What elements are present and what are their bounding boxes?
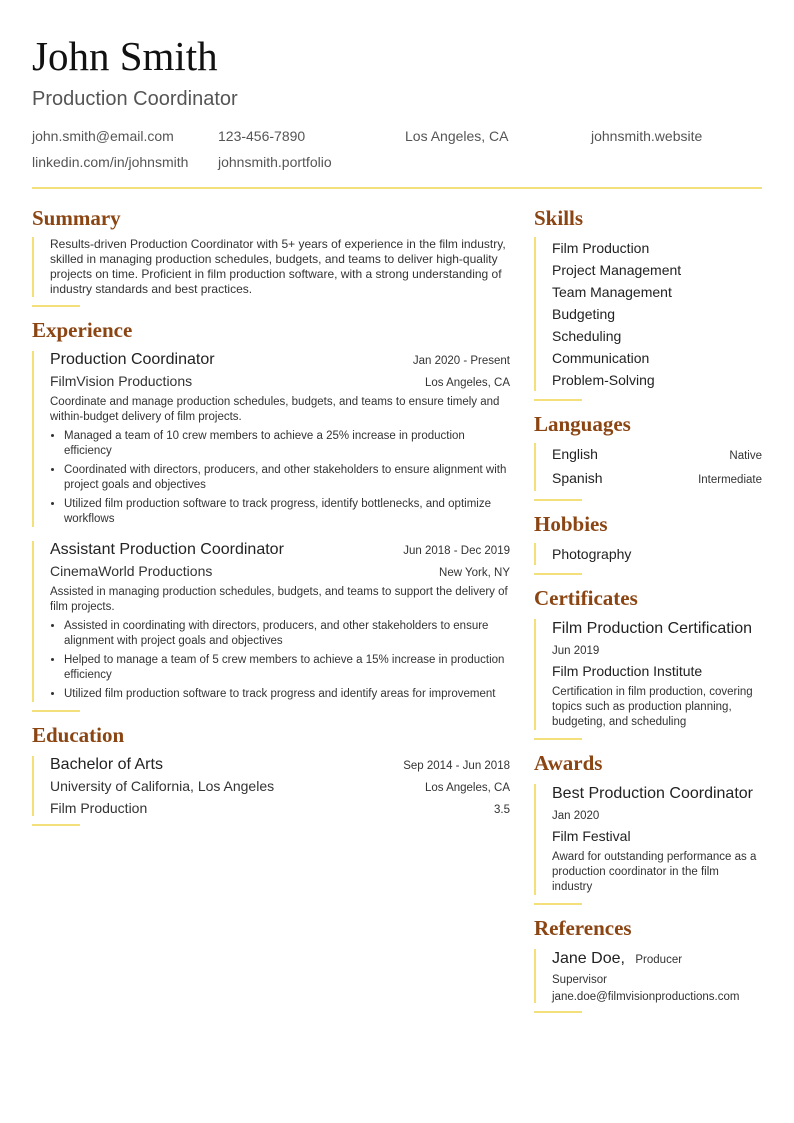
summary-text: Results-driven Production Coordinator with 5+ years of experience in the film industry, skilled in managing production schedules, budgets, and teams to deliver high-quality projects on time. Proficient in film production software, with a strong understanding of industry standards and best practices.: [50, 237, 506, 296]
skills-section: [534, 205, 762, 401]
job-location: New York, NY: [439, 567, 510, 579]
section-underline: [534, 1011, 582, 1013]
section-title: Awards: [534, 751, 603, 775]
skill-item: Problem-Solving: [552, 372, 655, 388]
school-location: Los Angeles, CA: [424, 782, 510, 794]
language-level: Native: [729, 450, 762, 462]
section-title: Certificates: [534, 586, 638, 610]
summary-section: [32, 205, 510, 307]
contact-phone[interactable]: 123-456-7890: [218, 128, 306, 144]
award-description: Award for outstanding performance as a production coordinator in the film industry: [552, 851, 757, 893]
job-bullet: • Utilized film production software to track progress, identify bottlenecks, and optimize workflows: [64, 497, 510, 527]
job-bullets: [50, 619, 510, 702]
gpa: 3.5: [494, 804, 510, 816]
job-company: CinemaWorld Productions: [50, 563, 213, 579]
job-subheader: [50, 563, 510, 579]
section-underline: [32, 824, 80, 826]
language-item: [552, 467, 762, 491]
job-entry: [32, 351, 510, 527]
certificate-date: Jun 2019: [552, 645, 600, 657]
certificate-issuer: Film Production Institute: [552, 663, 703, 679]
award-entry: [534, 784, 762, 895]
certificate-entry: [534, 619, 762, 730]
skill-item: Scheduling: [552, 328, 622, 344]
education-field-row: [50, 800, 510, 816]
experience-section: [32, 317, 510, 712]
job-header: [50, 351, 510, 369]
section-title: Skills: [534, 206, 584, 230]
section-title: References: [534, 916, 632, 940]
awards-section: [534, 750, 762, 905]
hobby-item: Photography: [552, 546, 632, 562]
reference-email[interactable]: jane.doe@filmvisionproductions.com: [552, 991, 740, 1003]
section-underline: [534, 738, 582, 740]
certificate-name: Film Production Certification: [552, 620, 753, 637]
main-column: [32, 205, 510, 836]
job-company: FilmVision Productions: [50, 373, 193, 389]
job-bullet: • Utilized film production software to track progress and identify areas for improvement: [64, 687, 510, 702]
hobbies-section: [534, 511, 762, 575]
award-issuer: Film Festival: [552, 828, 631, 844]
education-school-row: [50, 778, 510, 794]
job-bullet: • Managed a team of 10 crew members to achieve a 25% increase in production efficiency: [64, 429, 510, 459]
contact-email[interactable]: john.smith@email.com: [32, 128, 174, 144]
reference-relation: Supervisor: [552, 974, 607, 986]
section-underline: [32, 305, 80, 307]
candidate-title: Production Coordinator: [32, 88, 238, 110]
job-dates: Jan 2020 - Present: [412, 355, 510, 367]
language-name: English: [552, 446, 598, 462]
section-title: Experience: [32, 318, 133, 342]
skill-item: Project Management: [552, 262, 682, 278]
skill-item: Communication: [552, 350, 650, 366]
section-title: Languages: [534, 412, 631, 436]
section-underline: [534, 573, 582, 575]
job-dates: Jun 2018 - Dec 2019: [403, 545, 510, 557]
header-divider: [32, 187, 762, 189]
language-name: Spanish: [552, 470, 603, 486]
job-entry: [32, 541, 510, 702]
section-underline: [534, 399, 582, 401]
language-level: Intermediate: [698, 474, 762, 486]
field-of-study: Film Production: [50, 800, 148, 816]
skill-item: Budgeting: [552, 306, 616, 322]
skill-item: Team Management: [552, 284, 672, 300]
education-section: [32, 722, 510, 826]
job-description: Coordinate and manage production schedules, budgets, and teams to ensure timely and within-budget delivery of film projects.: [50, 396, 500, 423]
job-bullet: • Coordinated with directors, producers, and other stakeholders to ensure alignment with project goals and objectives: [64, 463, 510, 493]
job-bullet: • Helped to manage a team of 5 crew members to achieve a 15% increase in production efficiency: [64, 653, 510, 683]
candidate-name: John Smith: [32, 33, 218, 79]
skill-item: Film Production: [552, 240, 650, 256]
contact-website[interactable]: johnsmith.website: [591, 128, 703, 144]
section-underline: [534, 903, 582, 905]
skills-list: [534, 237, 762, 391]
certificates-section: [534, 585, 762, 740]
reference-entry: [534, 949, 762, 1003]
job-subheader: [50, 373, 510, 389]
education-entry: [32, 756, 510, 816]
job-location: Los Angeles, CA: [424, 377, 510, 389]
job-title: Assistant Production Coordinator: [50, 541, 284, 558]
references-section: [534, 915, 762, 1013]
section-underline: [534, 499, 582, 501]
school-name: University of California, Los Angeles: [50, 778, 275, 794]
contact-portfolio[interactable]: johnsmith.portfolio: [218, 154, 332, 170]
languages-section: [534, 411, 762, 501]
reference-name: Jane Doe,: [552, 950, 625, 967]
languages-list: [534, 443, 762, 491]
section-title: Summary: [32, 206, 121, 230]
section-title: Education: [32, 723, 125, 747]
job-bullet: • Assisted in coordinating with directors, producers, and other stakeholders to ensure alignment with project goals and objectives: [64, 619, 510, 649]
summary-body: [32, 237, 510, 297]
award-name: Best Production Coordinator: [552, 785, 753, 802]
job-title: Production Coordinator: [50, 351, 215, 368]
section-title: Hobbies: [534, 512, 608, 536]
certificate-description: Certification in film production, covering topics such as production planning, budgeting, and scheduling: [552, 686, 753, 728]
side-column: [534, 205, 762, 1023]
education-dates: Sep 2014 - Jun 2018: [403, 760, 510, 772]
contact-linkedin[interactable]: linkedin.com/in/johnsmith: [32, 154, 189, 170]
job-header: [50, 541, 510, 559]
job-description: Assisted in managing production schedules, budgets, and teams to support the delivery of film projects.: [50, 586, 508, 613]
job-bullets: [50, 429, 510, 527]
contact-location: Los Angeles, CA: [405, 128, 509, 144]
reference-header: [552, 949, 762, 969]
education-header: [50, 756, 510, 774]
language-item: [552, 443, 762, 467]
reference-role: Producer: [635, 954, 683, 966]
award-date: Jan 2020: [552, 810, 600, 822]
hobbies-list: [534, 543, 762, 565]
degree: Bachelor of Arts: [50, 756, 163, 773]
section-underline: [32, 710, 80, 712]
